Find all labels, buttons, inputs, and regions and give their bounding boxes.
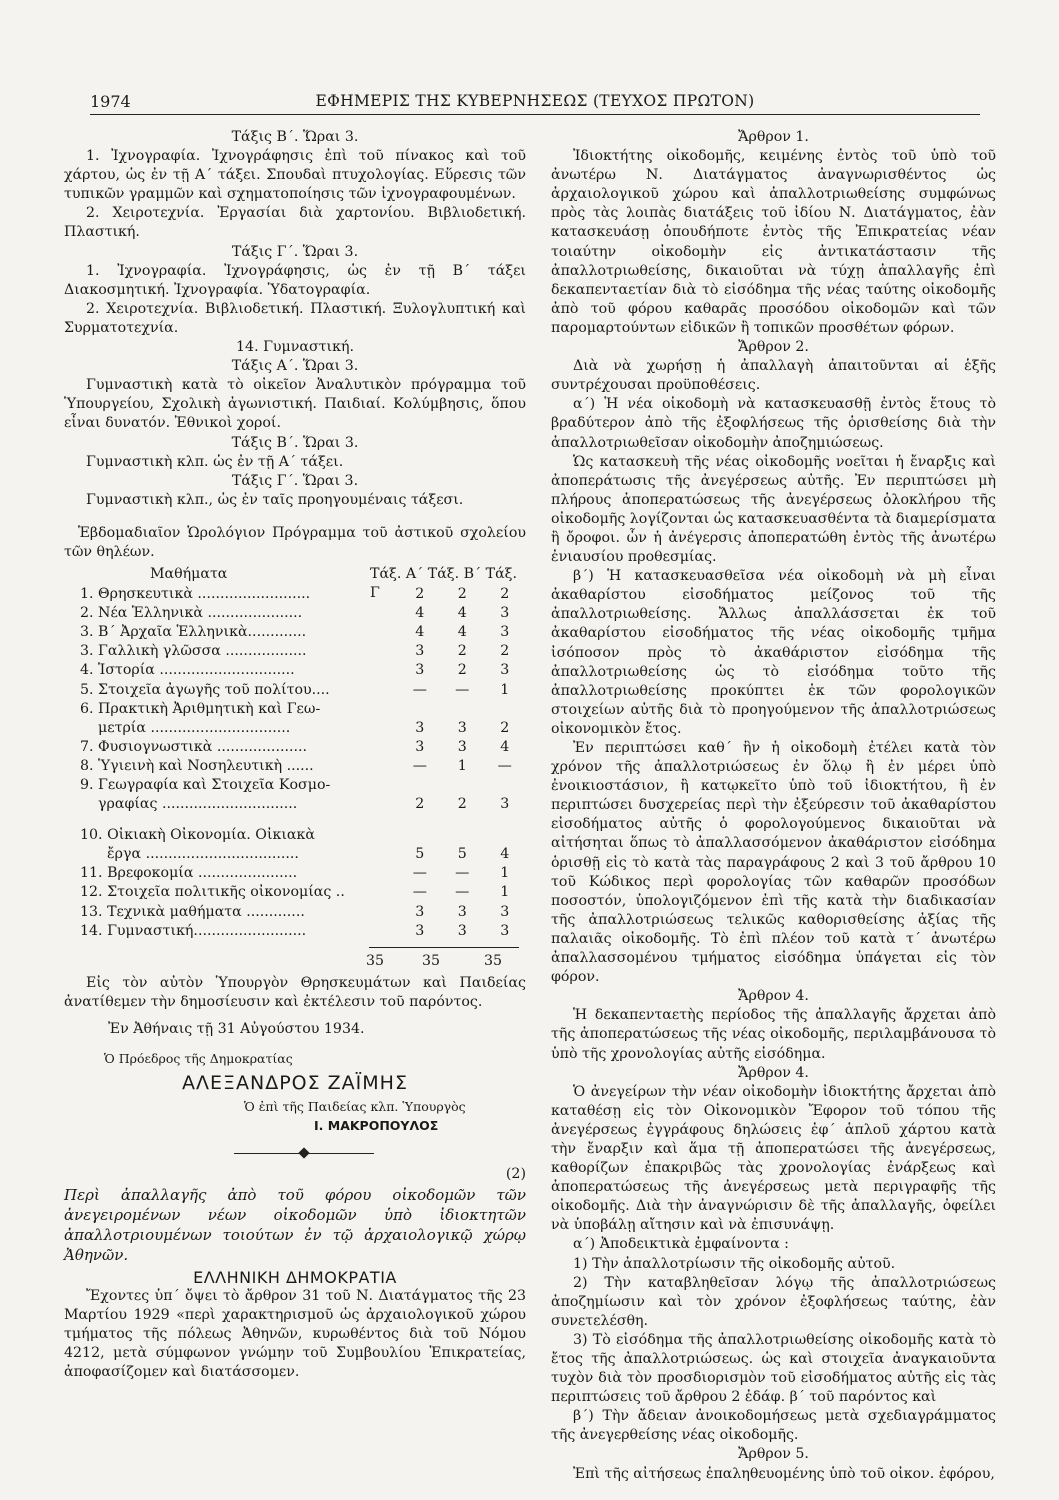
- class-b-hours: —: [455, 884, 470, 901]
- class-c-hours: —: [497, 757, 512, 774]
- decree-number: (2): [505, 1166, 526, 1183]
- subject-cell: [80, 814, 399, 826]
- subject-cell: ἔργα ..................................: [80, 846, 299, 863]
- decree-preamble: Ἔχοντες ὑπ΄ ὄψει τὸ ἄρθρον 31 τοῦ Ν. Διατάγματος τῆς 23 Μαρτίου 1929 «περὶ χαρακτηρισμοῦ ὡς ἀρχαιολογικοῦ χώρου τμήματος τῆς πόλεως Ἀθηνῶν, κυρωθέντος διὰ τοῦ Νόμου 4212, μετὰ σύμφωνον γνώμην τοῦ Συμβουλίου Ἐπικρατείας, ἀποφασίζομεν καὶ διατάσσομεν.: [64, 1287, 526, 1380]
- subject-cell: 11. Βρεφοκομία ......................: [80, 865, 298, 882]
- table-row: [80, 826, 526, 845]
- class-b-hours: [441, 700, 483, 719]
- class-a-hours: [399, 776, 441, 795]
- subject-cell: 3. Γαλλικὴ γλῶσσα ..................: [80, 643, 307, 660]
- class-b-hours: 2: [457, 643, 467, 660]
- class-a-hours: 3: [415, 662, 425, 679]
- class-a-hours: 3: [415, 719, 425, 736]
- class-b-hours: 3: [457, 738, 467, 755]
- gymnastics-heading: 14. Γυμναστική.: [236, 339, 354, 356]
- class-b-hours: [441, 814, 483, 826]
- article-4-item-1: 1) Τὴν ἀπαλλοτρίωσιν τῆς οἰκοδομῆς αὐτοῦ.: [573, 1255, 896, 1272]
- table-row: [80, 661, 526, 680]
- table-row: [80, 883, 526, 902]
- class-c-hours: [484, 814, 527, 826]
- article-3-heading: Ἄρθρον 4.: [738, 988, 809, 1005]
- subject-cell: 13. Τεχνικὰ μαθήματα .............: [80, 903, 305, 920]
- class-b-hours: —: [455, 681, 470, 698]
- class-g-handicraft: 2. Χειροτεχνία. Βιβλιοδετική. Πλαστική. Ξυλογλυπτική καὶ Συρματοτεχνία.: [64, 300, 526, 336]
- table-row: [80, 903, 526, 922]
- article-4-a: α΄) Ἀποδεικτικὰ ἐμφαίνοντα :: [573, 1236, 789, 1253]
- table-row: [80, 700, 526, 719]
- class-b-handicraft: 2. Χειροτεχνία. Ἐργασίαι διὰ χαρτονίου. Βιβλιοδετική. Πλαστική.: [64, 205, 526, 241]
- place-date: Ἐν Ἀθήναις τῇ 31 Αὐγούστου 1934.: [108, 1020, 365, 1037]
- article-2-text: Διὰ νὰ χωρήσῃ ἡ ἀπαλλαγὴ ἀπαιτοῦνται αἱ ἑξῆς συντρέχουσαι προϋποθέσεις.: [551, 358, 996, 394]
- subject-cell: 2. Νέα Ἑλληνικὰ .....................: [80, 605, 303, 622]
- class-a-hours: 2: [415, 796, 425, 813]
- class-g-heading: Τάξις Γ΄. Ὥραι 3.: [231, 243, 359, 260]
- totals-rule: [369, 947, 519, 948]
- article-2-a-cont: Ὡς κατασκευὴ τῆς νέας οἰκοδομῆς νοεῖται ἡ ἔναρξις καὶ ἀποπεράτωσις τῆς ἀνεγέρσεως αὐτῆς. Ἐν περιπτώσει μὴ πλήρους ἀποπερατώσεως τῆς ἀνεγέρσεως ὁλοκλήρου τῆς οἰκοδομῆς λογίζονται ὡς κατασκευασθέντα τὰ διαμερίσματα ἢ ὄροφοι. ὧν ἡ ἀνέγερσις ἀποπερατώθη ἐντὸς τῆς ἀνωτέρω ἐνιαυσίου προθεσμίας.: [551, 453, 996, 566]
- subject-cell: 12. Στοιχεῖα πολιτικῆς οἰκονομίας ..: [80, 884, 345, 901]
- class-c-hours: 1: [500, 884, 510, 901]
- class-b-hours: 3: [457, 719, 467, 736]
- subject-cell: 3. Β΄ Ἀρχαῖα Ἑλληνικὰ.............: [80, 624, 307, 641]
- table-row: [80, 845, 526, 864]
- president-label: Ὁ Πρόεδρος τῆς Δημοκρατίας: [104, 1051, 293, 1067]
- class-c-hours: 4: [500, 846, 510, 863]
- class-c-hours: [484, 700, 527, 719]
- subject-cell: 1. Θρησκευτικὰ .........................: [80, 586, 311, 603]
- gym-g-text: Γυμναστικὴ κλπ., ὡς ἐν ταῖς προηγουμέναις τάξεσι.: [86, 491, 464, 508]
- article-5-heading: Ἄρθρον 5.: [738, 1446, 809, 1463]
- class-c-hours: 2: [500, 719, 510, 736]
- left-column: [64, 128, 526, 1382]
- page-header: [90, 92, 980, 115]
- minister-name: Ι. ΜΑΚΡΟΠΟΥΛΟΣ: [314, 1118, 439, 1134]
- gym-a-text: Γυμναστικὴ κατὰ τὸ οἰκεῖον Ἀναλυτικὸν πρόγραμμα τοῦ Ὑπουργείου, Σχολικὴ ἀγωνιστική. Παιδιαί. Κολύμβησις, ὅπου εἶναι δυνατόν. Ἐθνικοὶ χοροί.: [64, 377, 526, 432]
- gym-b-heading: Τάξις Β΄. Ὥραι 3.: [231, 434, 359, 451]
- class-b-hours: 3: [457, 903, 467, 920]
- class-a-hours: 3: [415, 643, 425, 660]
- class-b-hours: 4: [457, 605, 467, 622]
- class-b-hours: [441, 776, 483, 795]
- table-row: [80, 719, 526, 738]
- schedule-title: Ἑβδομαδιαῖον Ὡρολόγιον Πρόγραμμα τοῦ ἀστικοῦ σχολείου τῶν θηλέων.: [64, 524, 526, 560]
- page-number: 1974: [90, 92, 131, 111]
- class-b-hours: [441, 826, 483, 845]
- class-a-hours: —: [412, 757, 427, 774]
- table-row: [80, 604, 526, 623]
- class-c-hours: 3: [500, 922, 510, 939]
- subject-cell: 6. Πρακτικὴ Ἀριθμητικὴ καὶ Γεω-: [80, 700, 321, 717]
- article-2-heading: Ἄρθρον 2.: [738, 339, 809, 356]
- article-2-b: β΄) Ἡ κατασκευασθεῖσα νέα οἰκοδομὴ νὰ μὴ εἶναι ἀκαθαρίστου εἰσοδήματος μείζονος τοῦ τῆς ἀπαλλοτριωθείσης. Ἄλλως ἀπαλλάσσεται ἐκ τοῦ ἀκαθαρίστου εἰσοδήματος τῆς νέας οἰκοδομῆς τμῆμα ἰσόποσον πρὸς τὸ ἀκαθάριστον εἰσόδημα τῆς ἀπαλλοτριωθείσης ὡς τὸ εἰσόδημα τοῦτο τῆς ἀπαλλοτριωθείσης προκύπτει ἐκ τῶν φορολογικῶν στοιχείων αὐτῆς διὰ τὸ προηγούμενον τῆς ἀπαλλοτριώσεως οἰκονομικὸν ἔτος.: [551, 568, 996, 737]
- subject-cell: 9. Γεωγραφία καὶ Στοιχεῖα Κοσμο-: [80, 777, 331, 793]
- class-c-hours: 2: [500, 586, 510, 603]
- minister-label: Ὁ ἐπὶ τῆς Παιδείας κλπ. Ὑπουργὸς: [244, 1099, 466, 1115]
- schedule-totals: [64, 952, 526, 974]
- class-b-hours: —: [455, 865, 470, 882]
- class-c-hours: 4: [500, 738, 510, 755]
- closing-text: Εἰς τὸν αὐτὸν Ὑπουργὸν Θρησκευμάτων καὶ Παιδείας ἀνατίθεμεν τὴν δημοσίευσιν καὶ ἐκτέλεσιν τοῦ παρόντος.: [64, 974, 526, 1010]
- article-5-text: Ἐπὶ τῆς αἰτήσεως ἐπαληθευομένης ὑπὸ τοῦ οἰκον. ἐφόρου,: [573, 1465, 995, 1482]
- table-row: [80, 623, 526, 642]
- gym-a-heading: Τάξις Α΄. Ὥραι 3.: [231, 358, 359, 375]
- class-a-hours: 3: [415, 922, 425, 939]
- article-2-a: α΄) Ἡ νέα οἰκοδομὴ νὰ κατασκευασθῇ ἐντὸς ἔτους τὸ βραδύτερον ἀπὸ τῆς ἐξοφλήσεως τῆς ὁρισθείσης διὰ τὴν ἀπαλλοτριωθεῖσαν οἰκοδομὴν ἀποζημιώσεως.: [551, 396, 996, 451]
- table-row: [80, 642, 526, 661]
- subject-cell: 14. Γυμναστική.........................: [80, 922, 307, 939]
- schedule-table: [80, 585, 526, 941]
- article-4-item-3: 3) Τὸ εἰσόδημα τῆς ἀπαλλοτριωθείσης οἰκοδομῆς κατὰ τὸ ἔτος τῆς ἀπαλλοτριώσεως. ὡς καὶ στοιχεῖα ἀναγκαιοῦντα τυχὸν διὰ τὸν προσδιορισμὸν τοῦ εἰσοδήματος αὐτῆς εἰς τὰς περιπτώσεις τοῦ ἄρθρου 2 ἐδάφ. β΄ τοῦ παρόντος καὶ: [551, 1331, 996, 1406]
- class-c-hours: [484, 776, 527, 795]
- class-c-hours: 3: [500, 796, 510, 813]
- schedule-header-subjects: Μαθήματα: [150, 566, 228, 583]
- table-row: [80, 681, 526, 700]
- class-c-hours: 1: [500, 681, 510, 698]
- class-b-heading: Τάξις Β΄. Ὥραι 3.: [231, 129, 359, 145]
- table-row: [80, 795, 526, 814]
- class-c-hours: 3: [500, 605, 510, 622]
- class-a-hours: 4: [415, 605, 425, 622]
- class-a-hours: —: [412, 865, 427, 882]
- class-a-hours: 5: [415, 846, 425, 863]
- class-b-hours: 1: [457, 757, 467, 774]
- class-b-hours: 4: [457, 624, 467, 641]
- article-4-text: Ὁ ἀνεγείρων τὴν νέαν οἰκοδομὴν ἰδιοκτήτης ἄρχεται ἀπὸ καταθέσῃ εἰς τὸν Οἰκονομικὸν Ἔφορον τοῦ τόπου τῆς ἀνεγέρσεως ἐγγράφους δηλώσεις ἐφ΄ ἁπλοῦ χάρτου κατὰ τὴν ἔναρξιν καὶ ἅμα τῇ ἀποπερατώσει τῆς ἀνεγέρσεως, καθορίζων ἐπακριβῶς τὰς χρονολογίας ἐνάρξεως καὶ ἀποπερατώσεως τῆς ἀνεγέρσεως μετὰ περιγραφῆς τῆς οἰκοδομῆς. Διὰ τὴν ἀναγνώρισιν δὲ τῆς ἀπαλλαγῆς, ὀφείλει νὰ ὑποβάλῃ αἴτησιν καὶ νὰ ἐπισυνάψῃ.: [551, 1083, 996, 1234]
- class-b-drawing: 1. Ἰχνογραφία. Ἰχνογράφησις ἐπὶ τοῦ πίνακος καὶ τοῦ χάρτου, ὡς ἐν τῇ Α΄ τάξει. Σπουδαὶ πτυχολογίας. Εὕρεσις τῶν τυπικῶν γραμμῶν καὶ σχηματοποίησις τῶν ἰχνογραφουμένων.: [64, 148, 526, 203]
- subject-cell: 7. Φυσιογνωστικὰ ....................: [80, 738, 308, 755]
- class-b-hours: 3: [457, 922, 467, 939]
- class-a-hours: [399, 814, 441, 826]
- gym-g-heading: Τάξις Γ΄. Ὥραι 3.: [231, 472, 359, 489]
- class-b-hours: 2: [457, 662, 467, 679]
- article-2-b-cont: Ἐν περιπτώσει καθ΄ ἣν ἡ οἰκοδομὴ ἐτέλει κατὰ τὸν χρόνον τῆς ἀπαλλοτριώσεως ἐν ὅλῳ ἢ ἐν μέρει ὑπὸ ἐνοικιοστάσιον, ἢ κατῳκεῖτο ὑπὸ τοῦ ἰδιοκτήτου, ἢ ἐν περιπτώσει δυσχερείας περὶ τὴν ἐξεύρεσιν τοῦ ἀκαθαρίστου εἰσοδήματος αὐτῆς ὁ φορολογούμενος δικαιοῦται νὰ αἰτήσηται ὅπως τὸ ἀπαλλασσόμενον ἀκαθάριστον εἰσόδημα ὁρισθῇ εἰς τὸ κατὰ τὰς παραγράφους 2 καὶ 3 τοῦ ἄρθρου 10 τοῦ Κώδικος περὶ φορολογίας τῶν καθαρῶν προσόδων ποσοστόν, ὑπολογιζόμενον ἐπὶ τῆς κατὰ τὴν διαδικασίαν τῆς ἀπαλλοτριώσεως τελικῶς καθορισθείσης ἀξίας τῆς παλαιᾶς οἰκοδομῆς. Τὸ ἐπὶ πλέον τοῦ κατὰ τ΄ ἀνωτέρω ἀπαλλασσομένου τμήματος εἰσόδημα ὑπάγεται εἰς τὸν φόρον.: [551, 740, 996, 986]
- table-row: [80, 776, 526, 795]
- right-column: [551, 128, 996, 1484]
- class-a-hours: 4: [415, 624, 425, 641]
- class-g-drawing: 1. Ἰχνογραφία. Ἰχνογράφησις, ὡς ἐν τῇ Β΄ τάξει Διακοσμητική. Ἰχνογραφία. Ὑδατογραφία.: [64, 262, 526, 298]
- table-row: [80, 922, 526, 941]
- schedule-header-classes: Τάξ. Α΄ Τάξ. Β΄ Τάξ. Γ: [370, 566, 518, 602]
- subject-cell: 8. Ὑγιεινὴ καὶ Νοσηλευτικὴ ......: [80, 757, 314, 774]
- class-c-hours: 3: [500, 903, 510, 920]
- class-a-hours: [399, 826, 441, 845]
- article-4-b: β΄) Τὴν ἄδειαν ἀνοικοδομήσεως μετὰ σχεδιαγράμματος τῆς ἀνεγερθείσης νέας οἰκοδομῆς.: [551, 1408, 996, 1444]
- president-name: ΑΛΕΞΑΝΔΡΟΣ ΖΑΪΜΗΣ: [182, 1072, 408, 1095]
- gym-b-text: Γυμναστικὴ κλπ. ὡς ἐν τῇ Α΄ τάξει.: [86, 453, 344, 470]
- total-b: 35: [422, 952, 441, 969]
- divider-ornament-icon: [298, 1148, 309, 1159]
- subject-cell: 4. Ἱστορία ..............................: [80, 662, 295, 679]
- republic-heading: ΕΛΛΗΝΙΚΗ ΔΗΜΟΚΡΑΤΙΑ: [193, 1267, 397, 1287]
- class-c-hours: [484, 826, 527, 845]
- table-row: [80, 864, 526, 883]
- table-row: [80, 757, 526, 776]
- gazette-title: ΕΦΗΜΕΡΙΣ ΤΗΣ ΚΥΒΕΡΝΗΣΕΩΣ (ΤΕΥΧΟΣ ΠΡΩΤΟΝ): [315, 92, 755, 110]
- subject-cell: 10. Οἰκιακὴ Οἰκονομία. Οἰκιακὰ: [80, 827, 315, 844]
- table-row: [80, 814, 526, 826]
- class-a-hours: —: [412, 681, 427, 698]
- total-c: 35: [484, 952, 503, 969]
- class-a-hours: 2: [415, 586, 425, 603]
- class-b-hours: 2: [457, 796, 467, 813]
- article-1-text: Ἰδιοκτήτης οἰκοδομῆς, κειμένης ἐντὸς τοῦ ὑπὸ τοῦ ἀνωτέρω Ν. Διατάγματος ἀναγνωρισθέντος ὡς ἀρχαιολογικοῦ χώρου καὶ ἀπαλλοτριωθείσης συμφώνως πρὸς τὰς λοιπὰς διατάξεις τοῦ ἰδίου Ν. Διατάγματος, ἐὰν κατασκευάσῃ ὁπουδήποτε ἐντὸς τῆς Ἐπικρατείας νέαν τοιαύτην οἰκοδομὴν εἰς ἀντικατάστασιν τῆς ἀπαλλοτριωθείσης, δικαιοῦται νὰ τύχῃ ἀπαλλαγῆς ἐπὶ δεκαπενταετίαν διὰ τὸ εἰσόδημα τῆς νέας ταύτης οἰκοδομῆς ἀπὸ τοῦ φόρου καθαρᾶς προσόδου οἰκοδομῶν καὶ τῶν παρομαρτούντων εἰδικῶν ἢ τοπικῶν προσθέτων φόρων.: [551, 148, 996, 336]
- class-b-hours: 5: [457, 846, 467, 863]
- subject-cell: 5. Στοιχεῖα ἀγωγῆς τοῦ πολίτου....: [80, 681, 330, 698]
- subject-cell: μετρία ...............................: [80, 719, 291, 736]
- article-1-heading: Ἄρθρον 1.: [738, 129, 809, 145]
- subject-cell: γραφίας ..............................: [80, 796, 298, 813]
- article-4-heading: Ἄρθρον 4.: [738, 1064, 809, 1081]
- section-divider: [64, 1143, 526, 1165]
- total-a: 35: [366, 952, 385, 969]
- table-row: [80, 738, 526, 757]
- article-3-text: Ἡ δεκαπενταετὴς περίοδος τῆς ἀπαλλαγῆς ἄρχεται ἀπὸ τῆς ἀποπερατώσεως τῆς νέας οἰκοδομῆς, περιλαμβάνουσα τὸ ὑπὸ τῆς χρονολογίας αὐτῆς εἰσόδημα.: [551, 1007, 996, 1062]
- class-a-hours: 3: [415, 903, 425, 920]
- class-c-hours: 3: [500, 624, 510, 641]
- class-c-hours: 3: [500, 662, 510, 679]
- decree-title: Περὶ ἀπαλλαγῆς ἀπὸ τοῦ φόρου οἰκοδομῶν τῶν ἀνεγειρομένων νέων οἰκοδομῶν ὑπὸ ἰδιοκτητῶν ἀπαλλοτριουμένων τοιούτων ἐν τῷ ἀρχαιολογικῷ χώρῳ Ἀθηνῶν.: [64, 1185, 526, 1264]
- class-c-hours: 2: [500, 643, 510, 660]
- class-a-hours: 3: [415, 738, 425, 755]
- class-c-hours: 1: [500, 865, 510, 882]
- class-a-hours: [399, 700, 441, 719]
- class-b-hours: 2: [457, 586, 467, 603]
- article-4-item-2: 2) Τὴν καταβληθεῖσαν λόγῳ τῆς ἀπαλλοτριώσεως ἀποζημίωσιν καὶ τὸν χρόνον ἐξοφλήσεως ταύτης, ἐὰν συνετελέσθη.: [551, 1274, 996, 1329]
- class-a-hours: —: [412, 884, 427, 901]
